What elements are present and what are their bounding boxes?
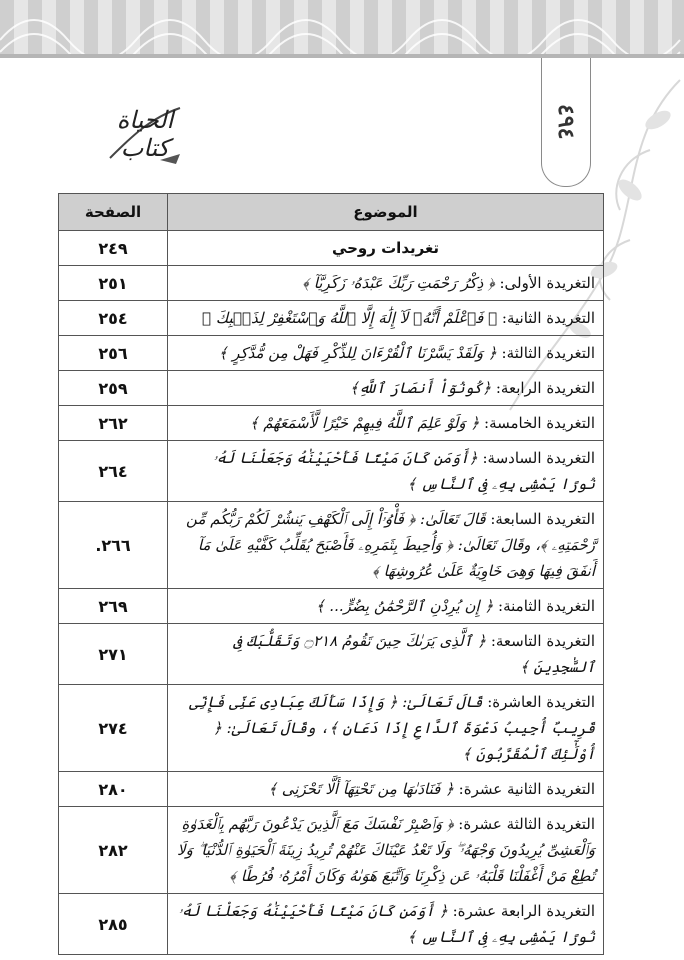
topic-label: تغريدات روحي — [331, 239, 440, 257]
quran-verse: ﴿ إِن يُرِدْنِ ٱلرَّحْمَٰنُ بِضُرٍّ... ﴾ — [315, 597, 494, 615]
page-cell: ٢٥٩ — [59, 371, 168, 406]
topic-cell — [168, 301, 604, 336]
column-header-page: الصفحة — [59, 194, 168, 231]
quran-verse: ﴿ ذِكْرُ رَحْمَتِ رَبِّكَ عَبْدَهُۥ زَكَرِيَّآ ﴾ — [302, 274, 495, 292]
quran-verse: ﴿كُونُوٓاْ أَنصَارَ ٱللَّهِ﴾ — [349, 379, 492, 397]
quran-verse: ﴿ فَٱعْلَمْ أَنَّهُۥ لَآ إِلَٰهَ إِلَّا ٱللَّهُ وَٱسْتَغْفِرْ لِذَنۢبِكَ ﴾ — [202, 309, 498, 327]
topic-cell — [168, 772, 604, 807]
page-cell: ٢٦٩ — [59, 589, 168, 624]
topic-label: التغريدة الثامنة: — [498, 597, 595, 615]
table-row — [59, 894, 604, 955]
topic-cell — [168, 894, 604, 955]
quran-verse: ﴿ فَنَادَىٰهَا مِن تَحْتِهَآ أَلَّا تَحْزَنِى ﴾ — [268, 780, 454, 798]
page-cell: ٢٧١ — [59, 624, 168, 685]
topic-cell — [168, 685, 604, 772]
quran-verse: ﴿ وَٱصْبِرْ نَفْسَكَ مَعَ ٱلَّذِينَ يَدْعُونَ رَبَّهُم بِٱلْغَدَوٰةِ وَٱلْعَشِىِّ يُرِيدُونَ وَجْهَهُۥ ۖ وَلَا تَعْدُ عَيْنَاكَ عَنْهُمْ تُرِيدُ زِينَةَ ٱلْحَيَوٰةِ ٱلدُّنْيَا ۖ وَلَا تُطِعْ مَنْ أَغْفَلْنَا قَلْبَهُۥ عَن ذِكْرِنَا وَٱتَّبَعَ هَوَىٰهُ وَكَانَ أَمْرُهُۥ فُرُطًا ﴾ — [177, 815, 595, 885]
table-row — [59, 807, 604, 894]
topic-label: التغريدة التاسعة: — [490, 632, 595, 650]
page-cell: ٢٧٤ — [59, 685, 168, 772]
table-row — [59, 371, 604, 406]
logo-text: الحياة كتاب — [116, 106, 174, 162]
page-cell: ٢٤٩ — [59, 231, 168, 266]
table-row — [59, 336, 604, 371]
topic-label: التغريدة الثالثة عشرة: — [458, 815, 595, 833]
topic-cell — [168, 502, 604, 589]
topic-cell — [168, 807, 604, 894]
topic-label: التغريدة الرابعة: — [495, 379, 595, 397]
table-row — [59, 685, 604, 772]
topic-label: التغريدة السادسة: — [482, 449, 595, 467]
table-row — [59, 406, 604, 441]
table-row — [59, 772, 604, 807]
quran-verse: قَالَ تَعَالَىٰ: ﴿ فَأْوُۥٓاْ إِلَى ٱلْكَهْفِ يَنشُرْ لَكُمْ رَبُّكُم مِّن رَّحْمَتِهِۦ ﴾، وقَالَ تَعَالَىٰ: ﴿ وَأُحِيطَ بِثَمَرِهِۦ فَأَصْبَحَ يُقَلِّبُ كَفَّيْهِ عَلَىٰ مَآ أَنفَقَ فِيهَا وَهِىَ خَاوِيَةٌ عَلَىٰ عُرُوشِهَا ﴾ — [186, 510, 595, 580]
quran-verse: ﴿ ٱلَّذِى يَرَىٰكَ حِينَ تَقُومُ ۝٢١٨ وَتَقَلُّبَكَ فِى ٱلسَّٰجِدِينَ ﴾ — [233, 632, 595, 676]
topic-label: التغريدة الأولى: — [499, 274, 595, 292]
page-number: ٤٩٤ — [553, 104, 579, 140]
table-row — [59, 266, 604, 301]
topic-label: التغريدة الثانية عشرة: — [458, 780, 595, 798]
table-row — [59, 589, 604, 624]
table-row — [59, 502, 604, 589]
topic-label: التغريدة الثانية: — [501, 309, 595, 327]
quran-verse: ﴿ أَوَمَن كَانَ مَيْتًا فَأَحْيَيْنَٰهُ وَجَعَلْنَا لَهُۥ نُورًا يَمْشِى بِهِۦ فِى ٱلنَّاسِ ﴾ — [178, 902, 595, 946]
book-logo — [100, 98, 190, 170]
topic-cell — [168, 336, 604, 371]
topic-cell — [168, 589, 604, 624]
table-header-row — [59, 194, 604, 231]
topic-cell — [168, 371, 604, 406]
topic-cell — [168, 624, 604, 685]
column-header-topic: الموضوع — [168, 194, 604, 231]
page-cell: ٢٨٠ — [59, 772, 168, 807]
ornament-pattern-icon — [0, 0, 684, 58]
topic-label: التغريدة السابعة: — [490, 510, 595, 528]
topic-label: التغريدة العاشرة: — [487, 693, 595, 711]
table-of-contents — [58, 193, 604, 955]
page-cell: ٢٦٢ — [59, 406, 168, 441]
page-cell: ٢٨٢ — [59, 807, 168, 894]
page-cell: ٢٨٥ — [59, 894, 168, 955]
topic-label: التغريدة الخامسة: — [484, 414, 595, 432]
section-row — [59, 231, 604, 266]
quran-verse: ﴿أَوَمَن كَانَ مَيْتًا فَأَحْيَيْنَٰهُ وَجَعَلْنَا لَهُۥ نُورًا يَمْشِى بِهِۦ فِى ٱلنَّاسِ ﴾ — [212, 449, 595, 493]
decorative-header-band — [0, 0, 684, 58]
page-number-tab — [541, 58, 591, 187]
table-row — [59, 624, 604, 685]
page-cell: ٢٦٦. — [59, 502, 168, 589]
quran-verse: ﴿ وَلَقَدْ يَسَّرْنَا ٱلْقُرْءَانَ لِلذِّكْرِ فَهَلْ مِن مُّدَّكِرٍ ﴾ — [218, 344, 497, 362]
page-cell: ٢٥٤ — [59, 301, 168, 336]
topic-cell — [168, 441, 604, 502]
page-cell: ٢٥١ — [59, 266, 168, 301]
table-row — [59, 301, 604, 336]
topic-cell — [168, 266, 604, 301]
topic-label: التغريدة الرابعة عشرة: — [452, 902, 595, 920]
topic-cell — [168, 406, 604, 441]
quran-verse: ﴿ وَلَوْ عَلِمَ ٱللَّهُ فِيهِمْ خَيْرًا لَّأَسْمَعَهُمْ ﴾ — [249, 414, 480, 432]
quran-verse: قَالَ تَعَالَىٰ: ﴿ وَإِذَا سَأَلَكَ عِبَادِى عَنِّى فَإِنِّى قَرِيبٌ أُجِيبُ دَعْوَةَ ٱلدَّاعِ إِذَا دَعَانِ ﴾، وقَالَ تَعَالَىٰ: ﴿ أُوْلَٰٓئِكَ ٱلْمُقَرَّبُونَ ﴾ — [189, 693, 595, 763]
table-row — [59, 441, 604, 502]
table-body — [59, 231, 604, 955]
page-cell: ٢٦٤ — [59, 441, 168, 502]
topic-cell — [168, 231, 604, 266]
topic-label: التغريدة الثالثة: — [501, 344, 595, 362]
page-cell: ٢٥٦ — [59, 336, 168, 371]
